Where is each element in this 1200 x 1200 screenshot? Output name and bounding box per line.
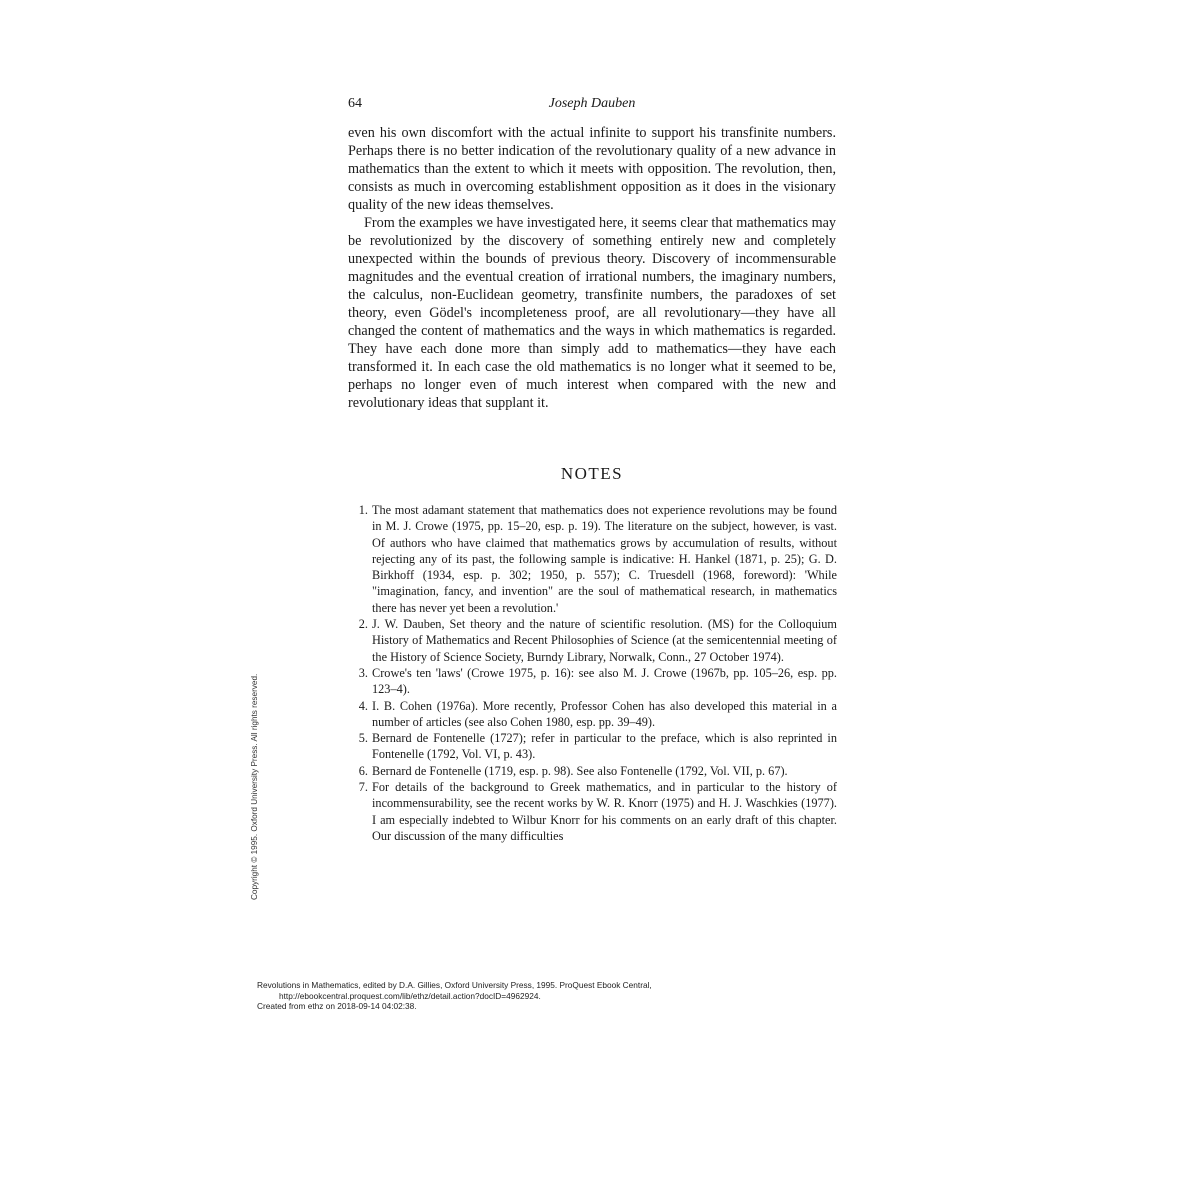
footer-citation: Revolutions in Mathematics, edited by D.A. Gillies, Oxford University Press, 1995. ProQuest Ebook Central, xyxy=(257,980,652,990)
note-item xyxy=(352,698,837,731)
note-text: Bernard de Fontenelle (1727); refer in particular to the preface, which is also reprinted in Fontenelle (1792, Vol. VI, p. 43). xyxy=(372,731,837,762)
footer-url[interactable]: http://ebookcentral.proquest.com/lib/ethz/detail.action?docID=4962924. xyxy=(279,990,541,1001)
note-text: The most adamant statement that mathematics does not experience revolutions may be found in M. J. Crowe (1975, pp. 15–20, esp. p. 19). The literature on the subject, however, is vast. Of authors who have claimed that mathematics grows by accumulation of results, without rejecting any of its past, the following sample is indicative: H. Hankel (1871, p. 25); G. D. Birkhoff (1934, esp. p. 302; 1950, p. 557); C. Truesdell (1968, foreword): 'While "imagination, fancy, and invention" are the soul of mathematical research, in mathematics there has never yet been a revolution.' xyxy=(372,503,837,615)
copyright-notice: Copyright © 1995. Oxford University Press. All rights reserved. xyxy=(250,673,259,900)
paragraph: even his own discomfort with the actual infinite to support his transfinite numbers. Perhaps there is no better indication of the revolutionary quality of a new advance in mathematics than the extent to which it meets with opposition. The revolution, then, consists as much in overcoming establishment opposition as it does in the visionary quality of the new ideas themselves. xyxy=(348,125,836,213)
notes-list xyxy=(352,502,837,844)
note-number: 2. xyxy=(358,617,368,632)
note-number: 5. xyxy=(358,731,368,746)
note-number: 4. xyxy=(358,698,368,713)
note-number: 1. xyxy=(358,503,368,517)
note-item xyxy=(352,779,837,844)
note-text: I. B. Cohen (1976a). More recently, Professor Cohen has also developed this material in a number of articles (see also Cohen 1980, esp. pp. 39–49). xyxy=(372,698,837,729)
page-number: 64 xyxy=(348,96,362,111)
note-text: J. W. Dauben, Set theory and the nature of scientific resolution. (MS) for the Colloquium History of Mathematics and Recent Philosophies of Science (at the semicentennial meeting of the History of Science Society, Burndy Library, Norwalk, Conn., 27 October 1974). xyxy=(372,617,837,664)
source-footer xyxy=(257,980,652,1012)
notes-heading: NOTES xyxy=(560,464,624,483)
note-item xyxy=(352,730,837,763)
note-number: 7. xyxy=(358,780,368,795)
note-text: Crowe's ten 'laws' (Crowe 1975, p. 16): see also M. J. Crowe (1967b, pp. 105–26, esp. pp. 123–4). xyxy=(372,665,837,697)
note-number: 3. xyxy=(358,665,368,680)
running-head: Joseph Dauben xyxy=(548,96,636,111)
note-text: For details of the background to Greek mathematics, and in particular to the history of incommensurability, see the recent works by W. R. Knorr (1975) and H. J. Waschkies (1977). I am especially indebted to Wilbur Knorr for his comments on an early draft of this chapter. Our discussion of the many difficulties xyxy=(372,780,837,843)
note-item xyxy=(352,616,837,665)
note-text: Bernard de Fontenelle (1719, esp. p. 98). See also Fontenelle (1792, Vol. VII, p. 67). xyxy=(372,763,788,778)
note-item xyxy=(352,665,837,698)
note-item xyxy=(352,763,837,779)
note-number: 6. xyxy=(358,763,368,778)
main-text xyxy=(348,124,836,412)
footer-created: Created from ethz on 2018-09-14 04:02:38. xyxy=(257,1001,417,1011)
paragraph: From the examples we have investigated here, it seems clear that mathematics may be revolutionized by the discovery of something entirely new and completely unexpected within the bounds of previous theory. Discovery of incommensurable magnitudes and the eventual creation of irrational numbers, the imaginary numbers, the calculus, non-Euclidean geometry, transfinite numbers, the paradoxes of set theory, even Gödel's incompleteness proof, are all revolutionary—they have all changed the content of mathematics and the ways in which mathematics is regarded. They have each done more than simply add to mathematics—they have each transformed it. In each case the old mathematics is no longer what it seemed to be, perhaps no longer even of much interest when compared with the new and revolutionary ideas that supplant it. xyxy=(348,215,836,411)
note-item xyxy=(352,502,837,616)
